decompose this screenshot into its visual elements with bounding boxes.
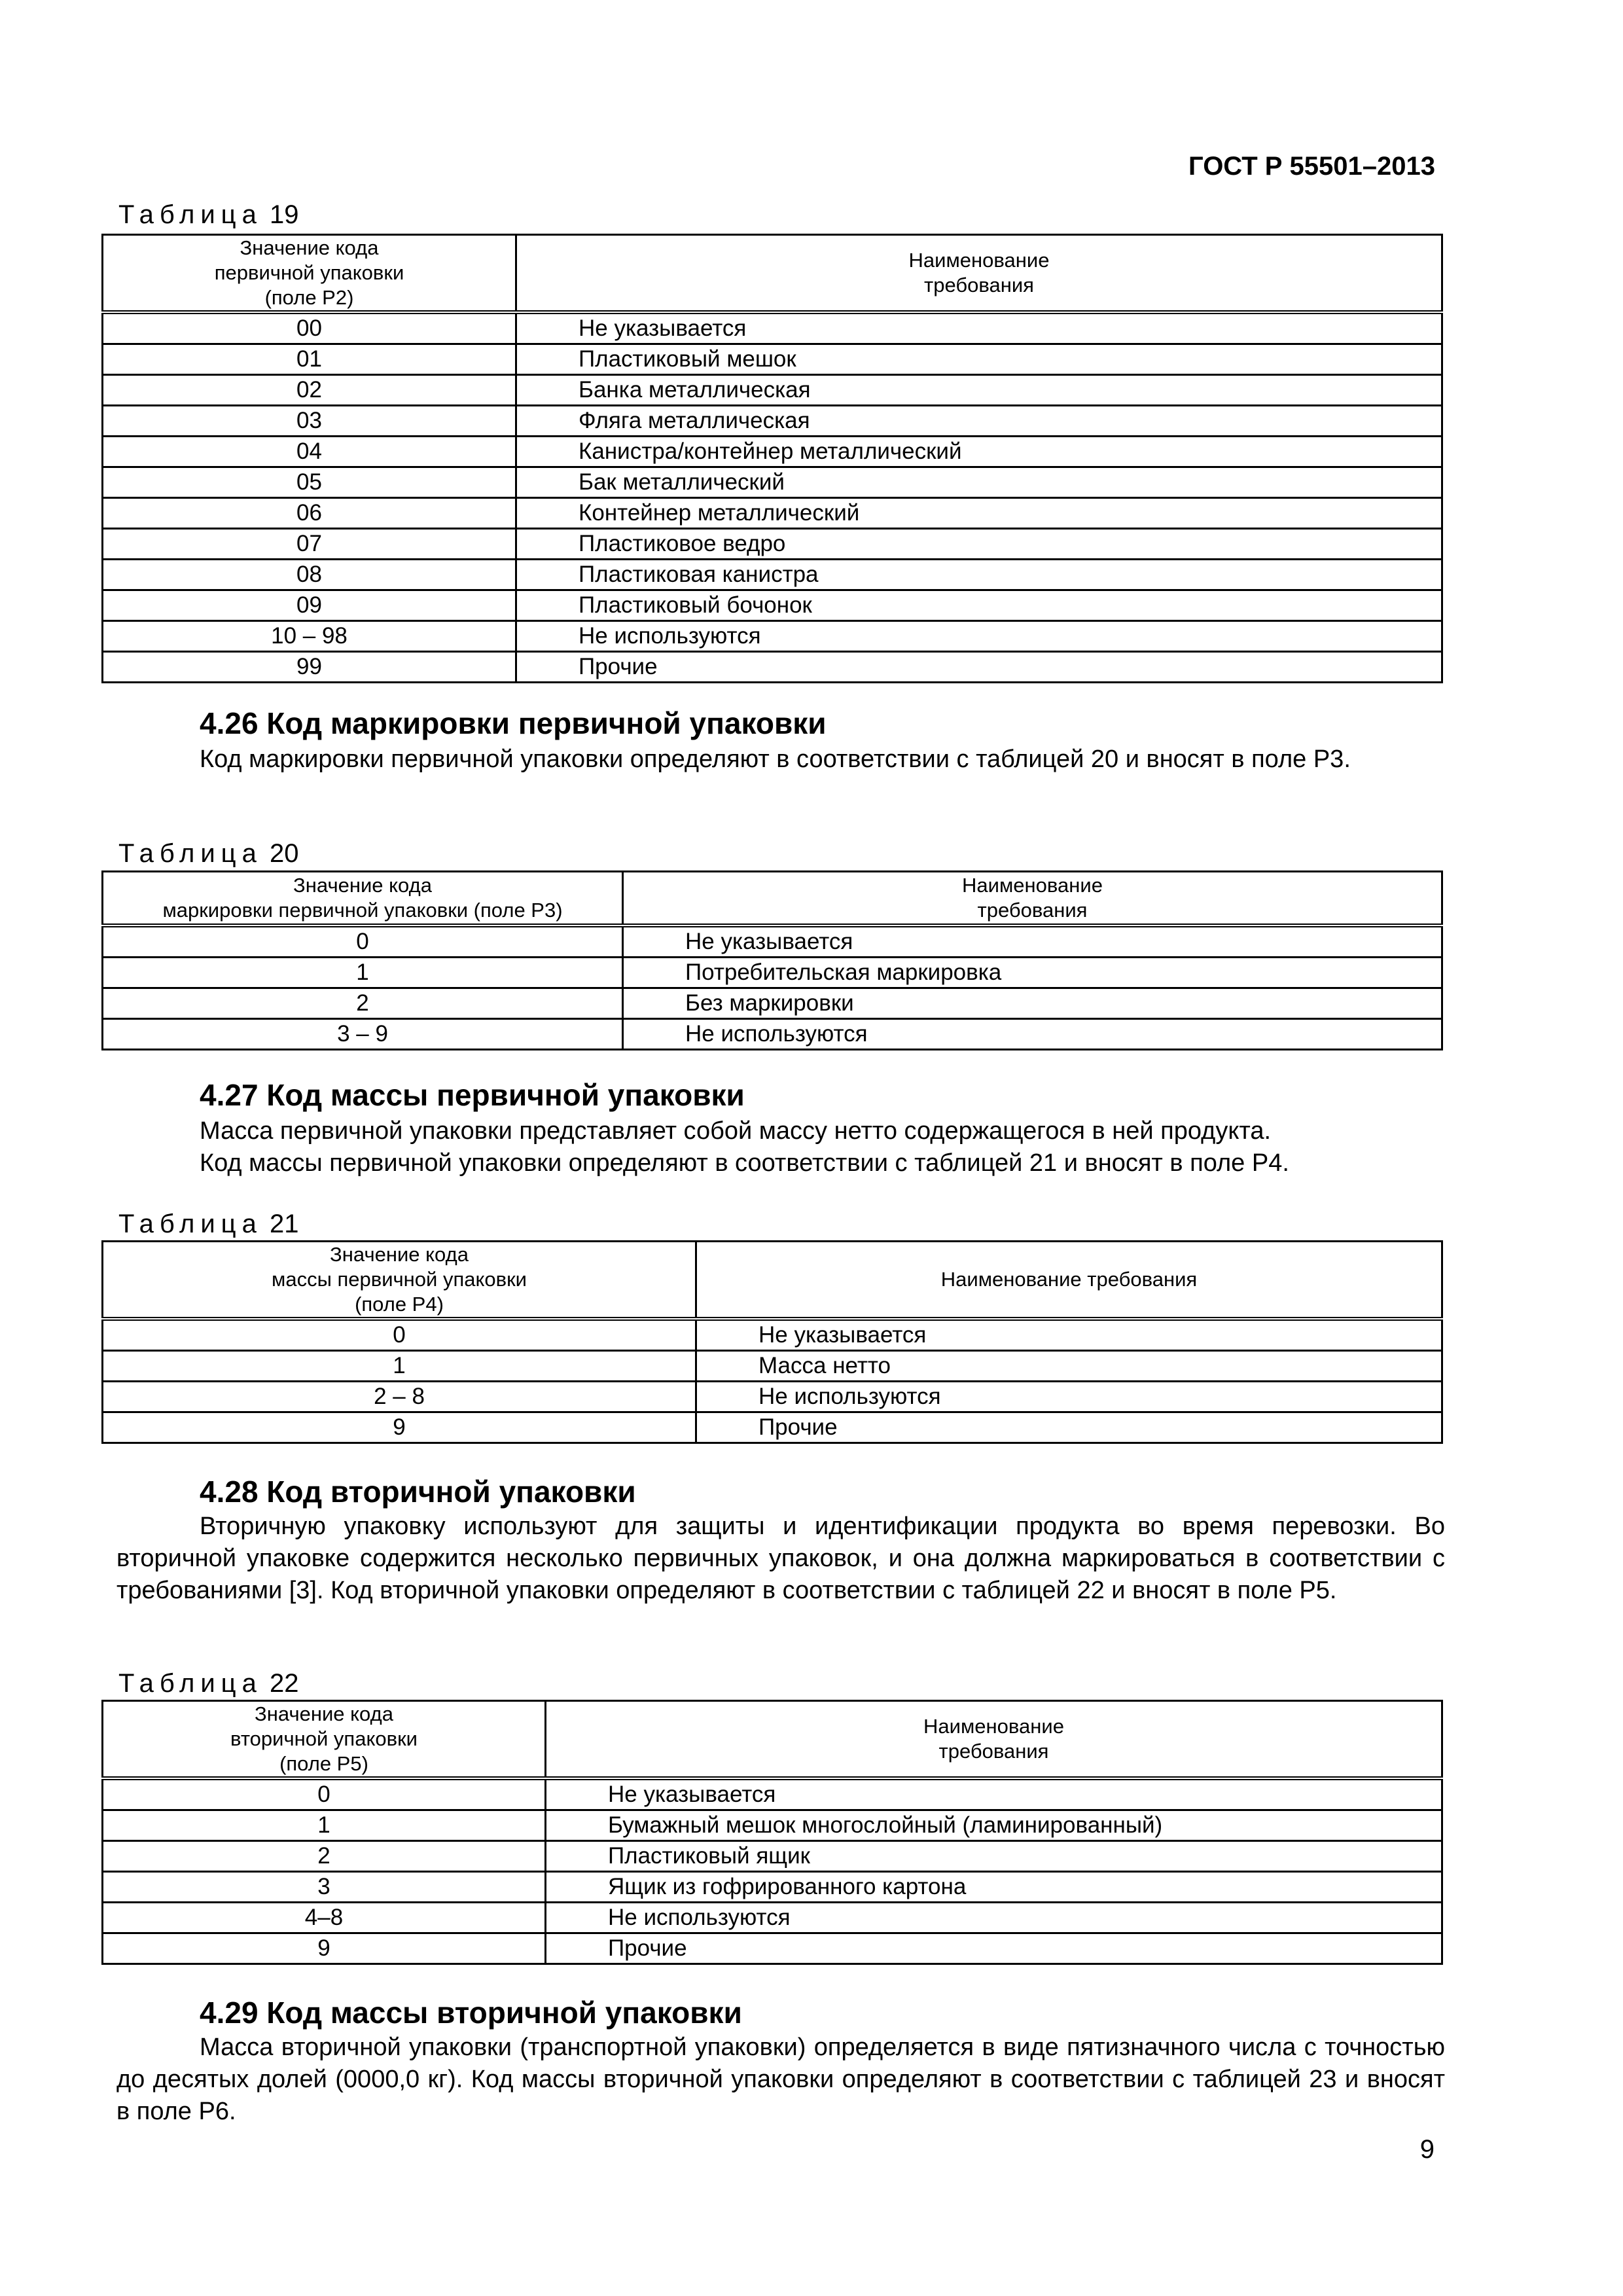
table-header-code: Значение кода первичной упаковки (поле Р2) (103, 235, 516, 313)
name-cell: Бак металлический (516, 467, 1442, 498)
table-22 (101, 1700, 1443, 1965)
code-cell: 03 (103, 406, 516, 437)
table-20-caption (118, 839, 298, 869)
name-cell: Пластиковый мешок (516, 344, 1442, 375)
table-row (103, 1903, 1442, 1933)
name-cell: Прочие (516, 652, 1442, 683)
section-4-28-heading: 4.28 Код вторичной упаковки (200, 1475, 636, 1509)
table-row (103, 1778, 1442, 1810)
name-cell: Бумажный мешок многослойный (ламинированный) (546, 1810, 1442, 1841)
section-4-28-paragraph: Вторичную упаковку используют для защиты и идентификации продукта во время перевозки. Во вторичной упаковке содержится несколько первичных упаковок, и она должна маркироваться в соответствии с требованиями [3]. Код вторичной упаковки определяют в соответствии с таблицей 22 и вносят в поле Р5. (116, 1513, 1445, 1604)
table-row (103, 1933, 1442, 1964)
code-cell: 1 (103, 1810, 546, 1841)
table-row (103, 1319, 1442, 1351)
code-cell: 0 (103, 1778, 546, 1810)
table-row (103, 988, 1442, 1018)
table-20 (101, 870, 1443, 1050)
code-cell: 2 (103, 1841, 546, 1872)
code-cell: 09 (103, 590, 516, 621)
table-row (103, 312, 1442, 344)
name-cell: Потребительская маркировка (623, 957, 1442, 988)
name-cell: Не используются (516, 621, 1442, 652)
name-cell: Пластиковый ящик (546, 1841, 1442, 1872)
name-cell: Не указывается (546, 1778, 1442, 1810)
name-cell: Не используются (546, 1903, 1442, 1933)
table-row (103, 957, 1442, 988)
code-cell: 1 (103, 957, 623, 988)
name-cell: Не используются (696, 1382, 1442, 1412)
code-cell: 3 – 9 (103, 1018, 623, 1049)
code-cell: 04 (103, 437, 516, 467)
table-caption-word: Таблица (118, 839, 262, 868)
code-cell: 99 (103, 652, 516, 683)
name-cell: Ящик из гофрированного картона (546, 1872, 1442, 1903)
code-cell: 0 (103, 1319, 696, 1351)
table-row (103, 652, 1442, 683)
code-cell: 9 (103, 1933, 546, 1964)
table-row (103, 560, 1442, 590)
name-cell: Фляга металлическая (516, 406, 1442, 437)
section-4-26-paragraph: Код маркировки первичной упаковки определяют в соответствии с таблицей 20 и вносят в поле Р3. (200, 745, 1351, 773)
name-cell: Пластиковое ведро (516, 529, 1442, 560)
table-header-name: Наименование требования (623, 872, 1442, 925)
name-cell: Не указывается (516, 312, 1442, 344)
table-22-caption (118, 1669, 298, 1698)
name-cell: Не используются (623, 1018, 1442, 1049)
table-row (103, 1382, 1442, 1412)
code-cell: 4–8 (103, 1903, 546, 1933)
section-4-27-paragraph-1: Масса первичной упаковки представляет собой массу нетто содержащегося в ней продукта. (200, 1117, 1272, 1145)
table-row (103, 406, 1442, 437)
table-row (103, 344, 1442, 375)
name-cell: Банка металлическая (516, 375, 1442, 406)
table-header-name: Наименование требования (546, 1701, 1442, 1779)
name-cell: Пластиковый бочонок (516, 590, 1442, 621)
name-cell: Не указывается (623, 925, 1442, 958)
table-header-code: Значение кода маркировки первичной упаковки (поле Р3) (103, 872, 623, 925)
table-row (103, 621, 1442, 652)
section-4-29-paragraph: Масса вторичной упаковки (транспортной упаковки) определяется в виде пятизначного числа с точностью до десятых долей (0000,0 кг). Код массы вторичной упаковки определяют в соответствии с таблицей 23 и вносят в поле Р6. (116, 2034, 1445, 2125)
table-row (103, 1412, 1442, 1443)
table-caption-number: 22 (269, 1669, 299, 1698)
code-cell: 08 (103, 560, 516, 590)
table-19 (101, 234, 1443, 683)
code-cell: 01 (103, 344, 516, 375)
standard-header: ГОСТ Р 55501–2013 (1188, 152, 1435, 181)
code-cell: 05 (103, 467, 516, 498)
code-cell: 9 (103, 1412, 696, 1443)
section-4-27-paragraph-2: Код массы первичной упаковки определяют в соответствии с таблицей 21 и вносят в поле Р4. (200, 1149, 1289, 1177)
table-row (103, 467, 1442, 498)
section-4-27-heading: 4.27 Код массы первичной упаковки (200, 1078, 745, 1112)
code-cell: 00 (103, 312, 516, 344)
name-cell: Не указывается (696, 1319, 1442, 1351)
name-cell: Пластиковая канистра (516, 560, 1442, 590)
table-row (103, 1872, 1442, 1903)
table-row (103, 529, 1442, 560)
table-caption-word: Таблица (118, 1669, 262, 1698)
name-cell: Без маркировки (623, 988, 1442, 1018)
table-row (103, 1351, 1442, 1382)
table-row (103, 925, 1442, 958)
code-cell: 02 (103, 375, 516, 406)
name-cell: Канистра/контейнер металлический (516, 437, 1442, 467)
table-header-code: Значение кода массы первичной упаковки (поле Р4) (103, 1242, 696, 1319)
table-19-caption (118, 200, 298, 230)
table-21 (101, 1240, 1443, 1444)
table-row (103, 498, 1442, 529)
name-cell: Масса нетто (696, 1351, 1442, 1382)
page-number: 9 (1419, 2135, 1435, 2164)
table-row (103, 590, 1442, 621)
table-header-name: Наименование требования (516, 235, 1442, 313)
table-caption-number: 21 (269, 1210, 299, 1238)
table-row (103, 1841, 1442, 1872)
code-cell: 10 – 98 (103, 621, 516, 652)
table-row (103, 1810, 1442, 1841)
table-caption-number: 19 (269, 200, 299, 229)
table-header-code: Значение кода вторичной упаковки (поле Р5) (103, 1701, 546, 1779)
section-4-29-heading: 4.29 Код массы вторичной упаковки (200, 1996, 742, 2030)
table-caption-word: Таблица (118, 1210, 262, 1238)
code-cell: 2 – 8 (103, 1382, 696, 1412)
table-caption-number: 20 (269, 839, 299, 868)
section-4-26-heading: 4.26 Код маркировки первичной упаковки (200, 706, 827, 740)
table-21-caption (118, 1210, 298, 1239)
code-cell: 3 (103, 1872, 546, 1903)
table-row (103, 437, 1442, 467)
table-row (103, 375, 1442, 406)
name-cell: Контейнер металлический (516, 498, 1442, 529)
table-header-name: Наименование требования (696, 1242, 1442, 1319)
name-cell: Прочие (546, 1933, 1442, 1964)
table-row (103, 1018, 1442, 1049)
code-cell: 0 (103, 925, 623, 958)
code-cell: 07 (103, 529, 516, 560)
table-caption-word: Таблица (118, 200, 262, 229)
name-cell: Прочие (696, 1412, 1442, 1443)
code-cell: 2 (103, 988, 623, 1018)
code-cell: 06 (103, 498, 516, 529)
code-cell: 1 (103, 1351, 696, 1382)
